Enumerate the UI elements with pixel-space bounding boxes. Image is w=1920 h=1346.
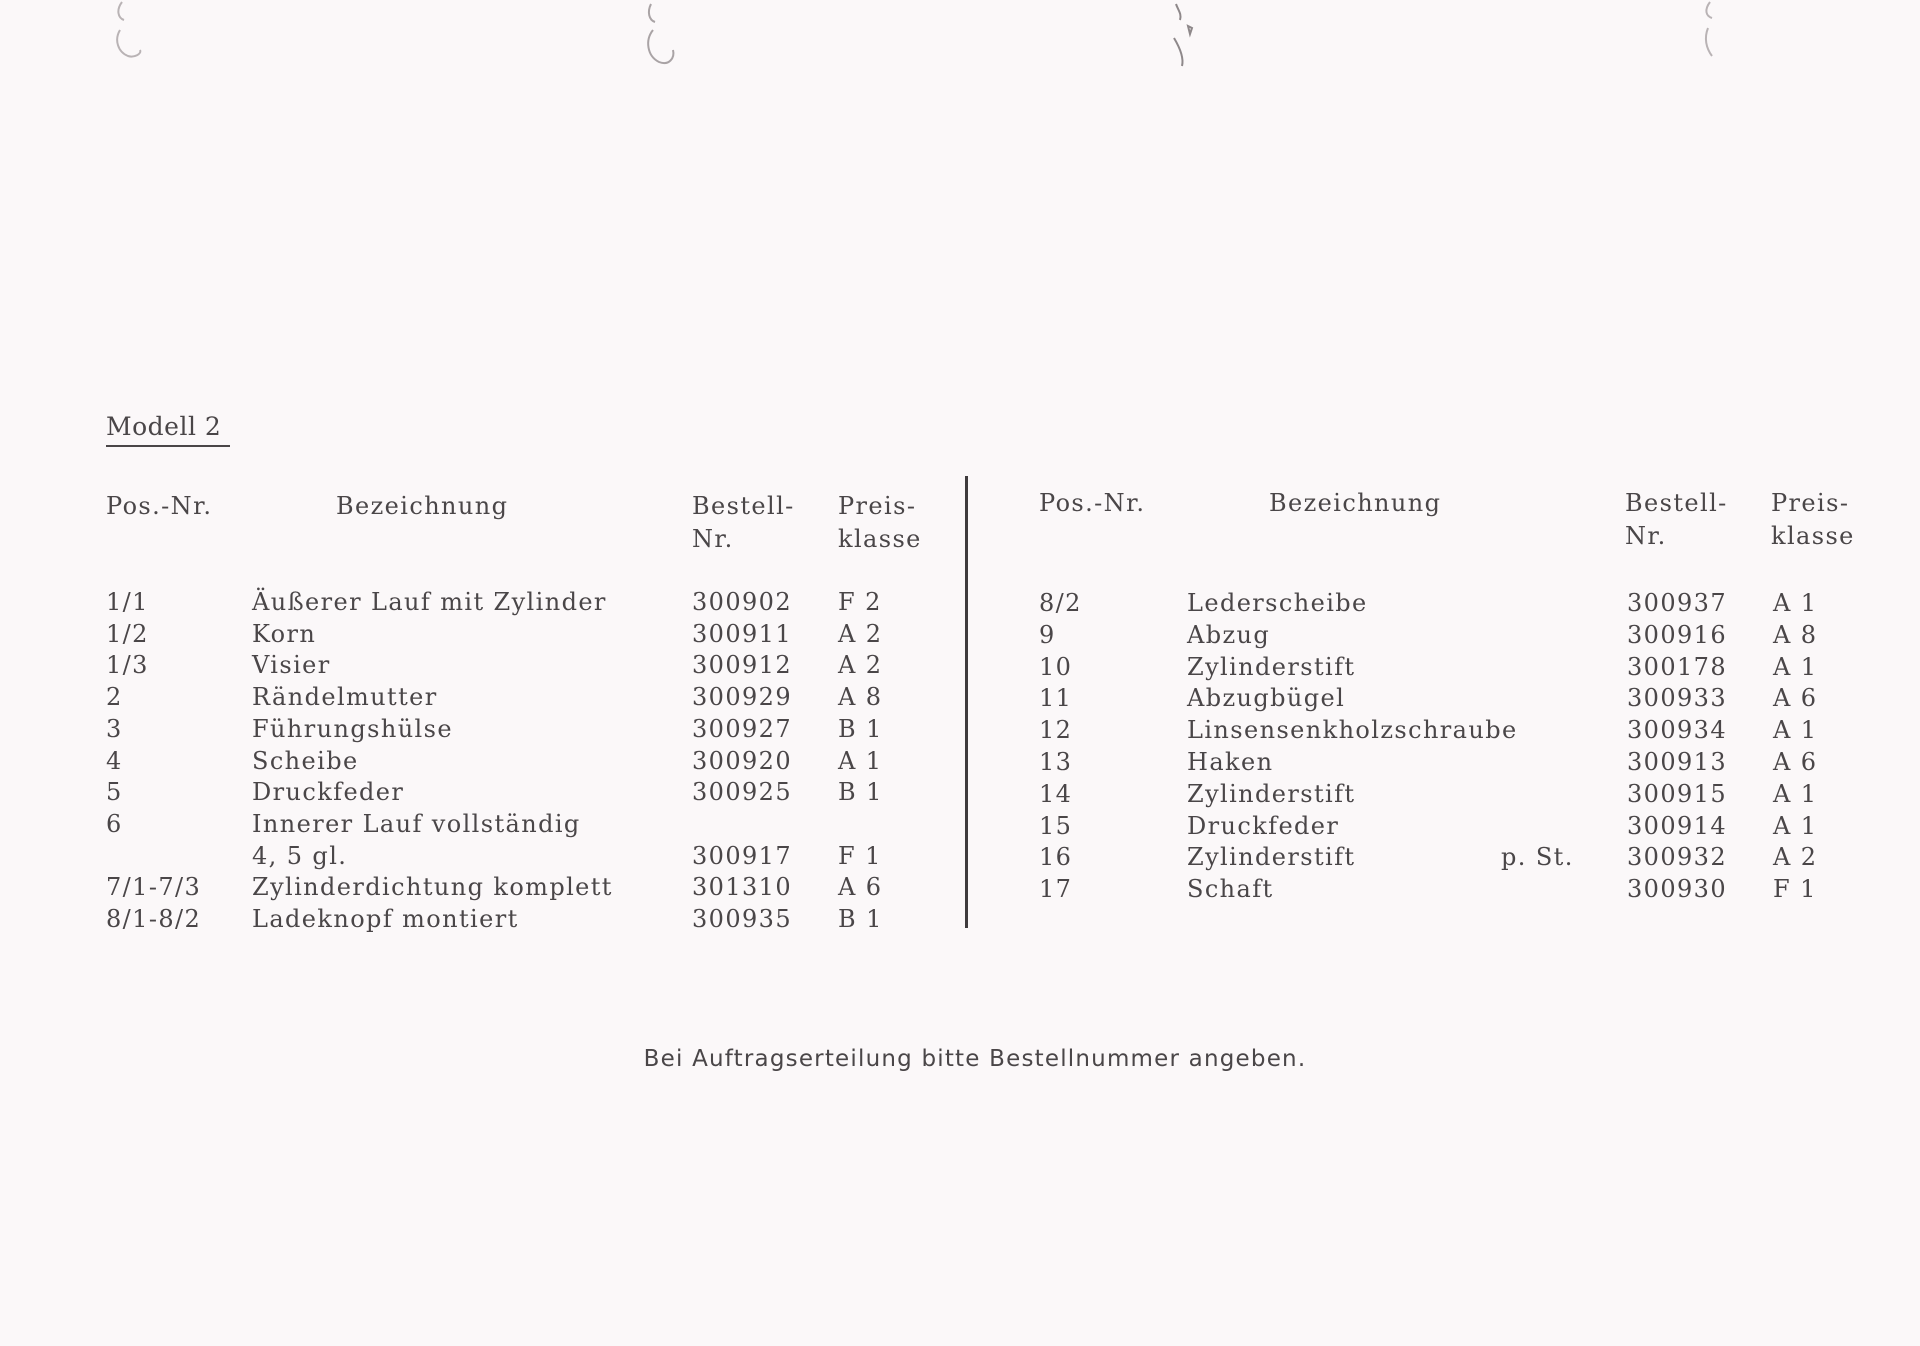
header-order-number: Bestell- Nr.: [1625, 489, 1728, 550]
footer-note: Bei Auftragserteilung bitte Bestellnummer angeben.: [643, 1046, 1307, 1072]
cell-price-class: A 6: [1773, 684, 1818, 713]
cell-description: Äußerer Lauf mit Zylinder: [252, 588, 607, 616]
cell-pos: 8/1-8/2: [106, 905, 202, 933]
cell-price-class: A 2: [838, 619, 883, 648]
cell-description: Linsensenkholzschraube: [1187, 716, 1518, 745]
cell-description: Zylinderstift: [1187, 779, 1356, 808]
cell-pos: 8/2: [1039, 589, 1082, 617]
cell-pos: 1/3: [106, 651, 149, 680]
cell-price-class: A 2: [1773, 843, 1818, 872]
cell-pos: 6: [106, 809, 123, 838]
cell-order-number: 300937: [1627, 589, 1728, 617]
cell-order-number: 300912: [692, 651, 793, 680]
cell-price-class: B 1: [838, 778, 883, 807]
cell-pos: 16: [1039, 843, 1073, 872]
cell-pos: 4: [106, 746, 123, 775]
cell-pos: 15: [1039, 811, 1073, 840]
cell-description: Druckfeder: [1187, 811, 1340, 840]
cell-order-number: 300930: [1627, 875, 1728, 904]
cell-price-class: A 2: [838, 651, 883, 680]
cell-description: Zylinderstift: [1187, 843, 1356, 872]
cell-description: Lederscheibe: [1187, 589, 1368, 617]
cell-order-number: 300178: [1627, 652, 1728, 681]
punch-hole-mark-2: [643, 0, 679, 70]
cell-description: Rändelmutter: [252, 683, 438, 712]
cell-pos: 7/1-7/3: [106, 873, 202, 902]
cell-price-class: A 6: [838, 873, 883, 902]
cell-order-number: 300925: [692, 778, 793, 807]
cell-order-number: 300933: [1627, 684, 1728, 713]
cell-pos: 2: [106, 683, 123, 712]
cell-price-class: A 8: [1773, 620, 1818, 649]
punch-hole-mark-1: [112, 0, 148, 70]
cell-pos: 11: [1039, 684, 1073, 713]
model-title: Modell 2: [106, 412, 230, 447]
cell-order-number: 300920: [692, 746, 793, 775]
cell-description: Führungshülse: [252, 714, 453, 743]
header-pos: Pos.-Nr.: [1039, 489, 1146, 517]
cell-price-class: A 1: [1773, 589, 1818, 617]
cell-price-class: A 1: [1773, 779, 1818, 808]
cell-pos: 1/2: [106, 619, 149, 648]
header-description: Bezeichnung: [336, 492, 509, 520]
cell-order-number: 300927: [692, 714, 793, 743]
cell-description: Innerer Lauf vollständig: [252, 809, 581, 838]
cell-description: Scheibe: [252, 746, 359, 775]
punch-hole-mark-4: [1698, 0, 1734, 70]
cell-order-number: 300932: [1627, 843, 1728, 872]
cell-pos: 13: [1039, 748, 1073, 776]
cell-pos: 17: [1039, 875, 1073, 904]
cell-price-class: A 8: [838, 683, 883, 712]
cell-description: Zylinderstift: [1187, 652, 1356, 681]
cell-pos: 5: [106, 778, 123, 807]
cell-order-number: 300934: [1627, 716, 1728, 745]
cell-pos: 14: [1039, 779, 1073, 808]
cell-description: Haken: [1187, 748, 1274, 776]
cell-price-class: F 2: [838, 588, 882, 616]
cell-order-number: 300902: [692, 588, 793, 616]
cell-description: Abzug: [1187, 620, 1271, 649]
cell-order-number: 300911: [692, 619, 793, 648]
cell-price-class: F 1: [1773, 875, 1817, 904]
punch-hole-mark-3: [1170, 0, 1206, 70]
cell-note: p. St.: [1501, 843, 1574, 872]
cell-order-number: 300935: [692, 905, 793, 933]
cell-description: Zylinderdichtung komplett: [252, 873, 613, 902]
cell-price-class: B 1: [838, 905, 883, 933]
cell-order-number: 300915: [1627, 779, 1728, 808]
cell-order-number: 300913: [1627, 748, 1728, 776]
cell-price-class: A 1: [1773, 652, 1818, 681]
cell-order-number: 301310: [692, 873, 793, 902]
cell-pos: 12: [1039, 716, 1073, 745]
column-divider: [965, 476, 968, 928]
cell-price-class: F 1: [838, 841, 882, 870]
cell-pos: 1/1: [106, 588, 149, 616]
cell-price-class: B 1: [838, 714, 883, 743]
cell-description: Abzugbügel: [1187, 684, 1346, 713]
header-price-class: Preis- klasse: [838, 492, 922, 553]
cell-pos: 10: [1039, 652, 1073, 681]
cell-order-number: 300929: [692, 683, 793, 712]
cell-order-number: 300917: [692, 841, 793, 870]
cell-order-number: 300914: [1627, 811, 1728, 840]
cell-price-class: A 1: [1773, 716, 1818, 745]
cell-description: Korn: [252, 619, 317, 648]
header-description: Bezeichnung: [1269, 489, 1442, 517]
header-order-number: Bestell- Nr.: [692, 492, 795, 553]
cell-price-class: A 1: [1773, 811, 1818, 840]
header-pos: Pos.-Nr.: [106, 492, 213, 520]
cell-description: Schaft: [1187, 875, 1274, 904]
cell-pos: 3: [106, 714, 123, 743]
cell-order-number: 300916: [1627, 620, 1728, 649]
cell-price-class: A 6: [1773, 748, 1818, 776]
cell-price-class: A 1: [838, 746, 883, 775]
cell-description: Druckfeder: [252, 778, 405, 807]
cell-pos: 9: [1039, 620, 1056, 649]
cell-description: Ladeknopf montiert: [252, 905, 519, 933]
header-price-class: Preis- klasse: [1771, 489, 1855, 550]
cell-description: 4, 5 gl.: [252, 841, 348, 870]
cell-description: Visier: [252, 651, 331, 680]
